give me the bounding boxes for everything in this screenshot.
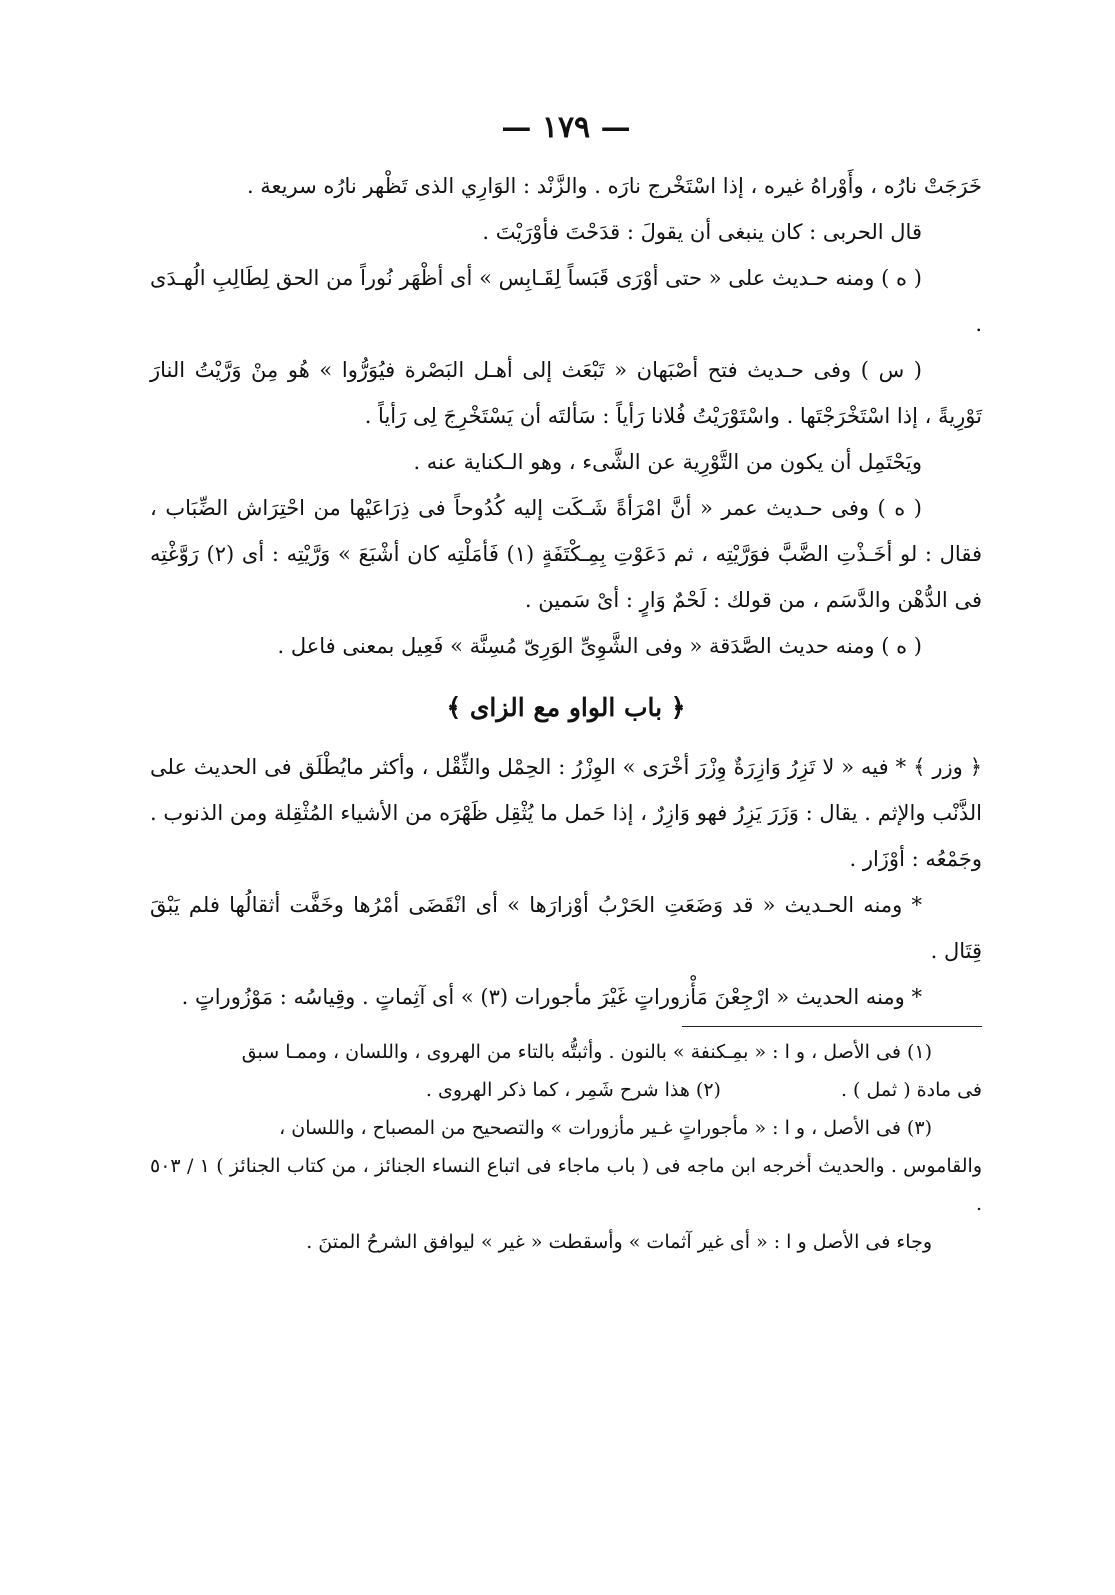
footnote-3-line-3: وجاء فى الأصل و ا : « أى غير آثمات » وأسقطت « غير » ليوافق الشرحُ المتنَ . (306, 1231, 932, 1253)
paragraph: ( س ) وفى حـديث فتح أصْبَهان « تَبْعَث إلى أهـل البَصْرة فيُوَرُّوا » هُو مِنْ وَرَّيْتُ النارَ تَوْرِيةً ، إذا اسْتَخْرَجْتَها . واسْتَوْرَيْتُ فُلانا رَأياً : سَألتَه أن يَسْتَخْرِجَ لِى رَأياً . (150, 358, 982, 428)
page-number: — ١٧٩ — (501, 110, 631, 145)
paragraph: ( ه ) وفى حـديث عمر « أنَّ امْرَأةً شَـكَت إليه كُدُوحاً فى ذِرَاعَيْها من احْتِرَاش الضِّبَاب ، فقال : لو أخَـذْتِ الضَّبَّ فوَرَّيْتِه ، ثم دَعَوْتِ بِمِـكْتَفَةٍ (١) فَأمَلْتِه كان أشْبَعَ » وَرَّيْتِه : أى (٢) رَوَّغْتِه فى الدُّهْن والدَّسَم ، من قولك : لَحْمٌ وَارٍ : أىْ سَمين . (150, 496, 982, 612)
paragraph: ( ه ) ومنه حديث الصَّدَقة « وفى الشَّوِىِّ الوَرِىّ مُسِنَّة » فَعِيل بمعنى فاعل . (277, 634, 922, 658)
paragraph: خَرَجَتْ نارُه ، وأَوْراهُ غيره ، إذا اسْتَخْرج نارَه . والزَّنْد : الوَارِي الذى تَظْهر نارُه سريعة . (246, 174, 982, 198)
footnote-2: (٢) هذا شرح شَمِر ، كما ذكر الهروى . (425, 1079, 721, 1101)
footnotes (150, 1033, 982, 1261)
body-text-top (150, 163, 982, 669)
paragraph: * ومنه الحديث « ارْجِعْنَ مَأْزوراتٍ غَيْرَ مأجورات (٣) » أى آثِماتٍ . وقِياسُه : مَوْزُوراتٍ . (181, 985, 922, 1009)
footnote-1-continued (150, 1071, 982, 1109)
section-heading: ﴿ باب الواو مع الزاى ﴾ (446, 693, 686, 722)
paragraph: ويَحْتَمِل أن يكون من التَّوْرِية عن الشَّىء ، وهو الـكناية عنه . (413, 450, 922, 474)
body-text-bottom (150, 744, 982, 1020)
footnote-1-end: فى مادة ( ثمل ) . (840, 1079, 982, 1101)
paragraph: ( ه ) ومنه حـديث على « حتى أوْرَى قَبَساً لِقَـابِس » أى أظْهَر نُوراً من الحق لِطَالِبِ الُهـدَى . (150, 266, 982, 336)
paragraph: * ومنه الحـديث « قد وَضَعَتِ الحَرْبُ أوْزارَها » أى انْقَضَى أمْرُها وخَفَّت أثقالُها فلم يَبْقَ قِتَال . (150, 893, 982, 963)
footnote-3-line-2: والقاموس . والحديث أخرجه ابن ماجه فى ( باب ماجاء فى اتباع النساء الجنائز ، من كتاب الجنائز ) ١ / ٥٠٣ . (150, 1155, 983, 1215)
paragraph: ﴿ وزر ﴾ * فيه « لا تَزِرُ وَازِرَةٌ وِزْرَ أخْرَى » الوِزْرُ : الحِمْل والثِّقْل ، وأكثر مايُطْلَق فى الحديث على الذَّنْب والإثم . يقال : وَزَرَ يَزِرُ فهو وَازِرٌ ، إذا حَمل ما يُثْقِل ظَهْرَه من الأشياء المُثْقِلة ومن الذنوب . وجَمْعُه : أوْزَار . (150, 755, 982, 871)
footnote-1: (١) فى الأصل ، و ا : « بمِـكنفة » بالنون . وأثبتُّه بالتاء من الهروى ، واللسان ، وممـا سبق (241, 1041, 932, 1063)
footnote-3: (٣) فى الأصل ، و ا : « مأجوراتٍ غـير مأزورات » والتصحيح من المصباح ، واللسان ، (279, 1117, 932, 1139)
document-page (150, 110, 982, 1261)
footnote-divider (682, 1026, 982, 1027)
paragraph: قال الحربى : كان ينبغى أن يقولَ : قدَحْتَ فأوْرَيْتَ . (482, 220, 922, 244)
